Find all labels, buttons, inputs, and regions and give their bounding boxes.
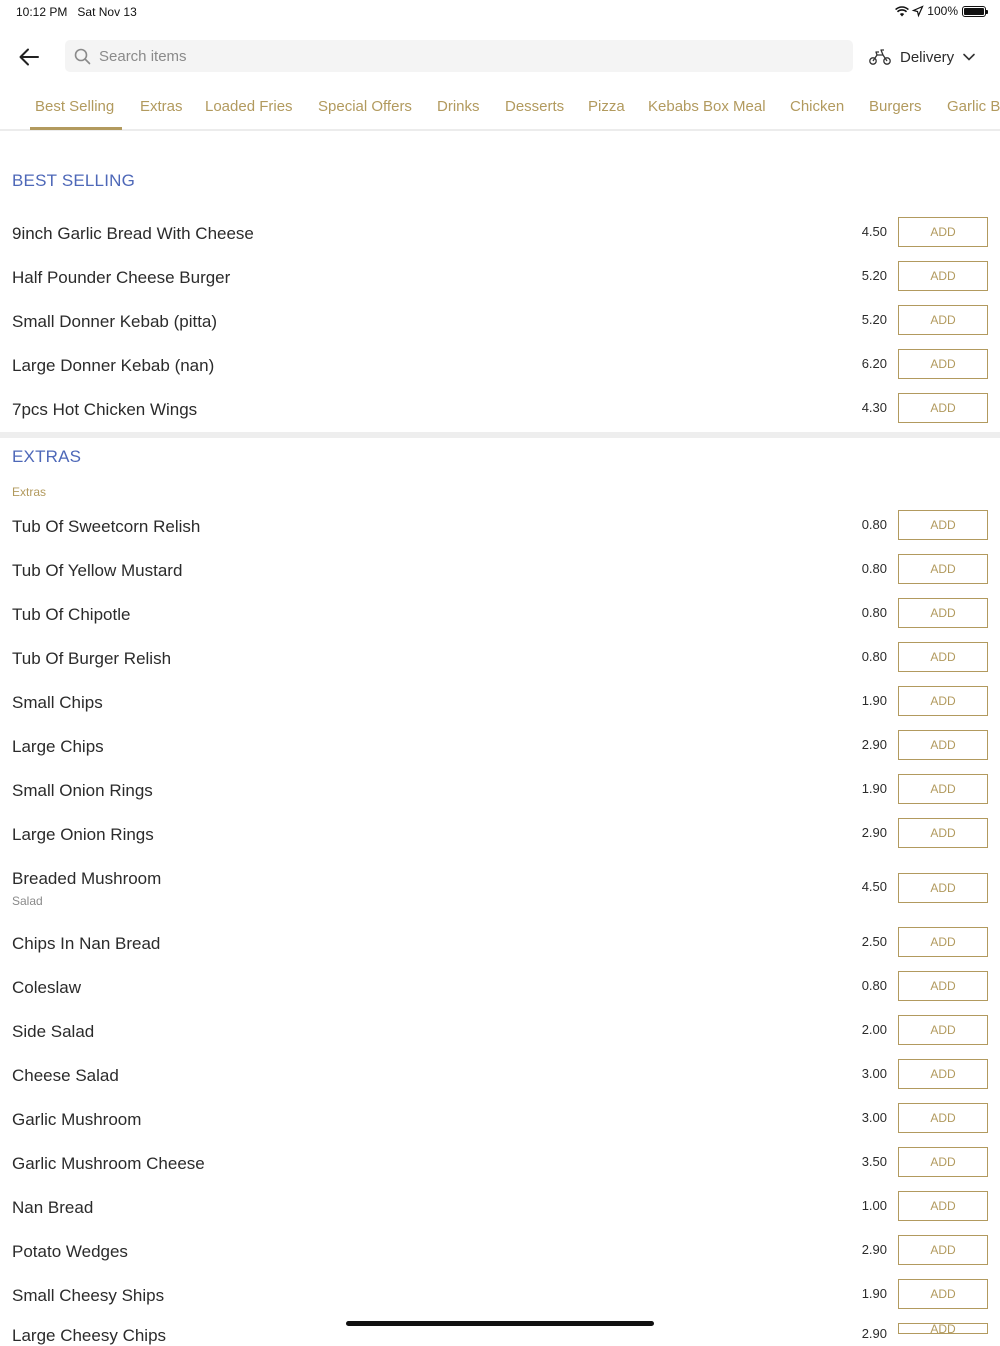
menu-item-price: 5.20 xyxy=(861,268,887,283)
menu-item-price: 3.00 xyxy=(861,1066,887,1081)
add-button[interactable]: ADD xyxy=(898,1191,988,1221)
add-button[interactable]: ADD xyxy=(898,1235,988,1265)
search-icon xyxy=(65,48,99,65)
menu-item-price: 0.80 xyxy=(861,649,887,664)
section-subtitle: Extras xyxy=(12,485,47,499)
section-title-best-selling: BEST SELLING xyxy=(12,171,136,190)
add-button[interactable]: ADD xyxy=(898,818,988,848)
menu-item-price: 4.50 xyxy=(861,224,887,239)
battery-icon xyxy=(962,6,986,17)
tab-drinks[interactable]: Drinks xyxy=(437,98,480,115)
add-button[interactable]: ADD xyxy=(898,971,988,1001)
add-button[interactable]: ADD xyxy=(898,686,988,716)
tab-kebabs-box-meal[interactable]: Kebabs Box Meal xyxy=(648,98,766,115)
menu-item-name: Large Onion Rings xyxy=(12,825,154,844)
tab-pizza[interactable]: Pizza xyxy=(588,98,625,115)
add-button[interactable]: ADD xyxy=(898,774,988,804)
add-button[interactable]: ADD xyxy=(898,261,988,291)
add-button[interactable]: ADD xyxy=(898,554,988,584)
add-button[interactable]: ADD xyxy=(898,1279,988,1309)
menu-item-name: Small Donner Kebab (pitta) xyxy=(12,312,218,331)
home-indicator xyxy=(346,1321,654,1326)
menu-item-name: Potato Wedges xyxy=(12,1242,128,1261)
add-button[interactable]: ADD xyxy=(898,510,988,540)
menu-item-name: Tub Of Burger Relish xyxy=(12,649,172,668)
menu-item-price: 1.00 xyxy=(861,1198,887,1213)
menu-item-name: Side Salad xyxy=(12,1022,95,1041)
menu-item-price: 3.50 xyxy=(861,1154,887,1169)
menu-item-price: 2.90 xyxy=(861,1326,887,1341)
menu-item-price: 4.30 xyxy=(861,400,887,415)
menu-item-name: Tub Of Yellow Mustard xyxy=(12,561,183,580)
menu-item-name: Tub Of Chipotle xyxy=(12,605,131,624)
add-button[interactable]: ADD xyxy=(898,349,988,379)
add-button[interactable]: ADD xyxy=(898,1103,988,1133)
add-button[interactable]: ADD xyxy=(898,598,988,628)
tab-burgers[interactable]: Burgers xyxy=(869,98,922,115)
status-time: 10:12 PM Sat Nov 13 xyxy=(16,5,137,19)
menu-item-name: Chips In Nan Bread xyxy=(12,934,161,953)
section-title-extras: EXTRAS xyxy=(12,447,82,466)
delivery-selector[interactable] xyxy=(868,42,976,72)
menu-item-name: Large Cheesy Chips xyxy=(12,1326,167,1345)
tab-desserts[interactable]: Desserts xyxy=(505,98,565,115)
menu-item-price: 1.90 xyxy=(861,1286,887,1301)
add-button[interactable]: ADD xyxy=(898,927,988,957)
menu-item-price: 4.50 xyxy=(861,879,887,894)
menu-item-name: Nan Bread xyxy=(12,1198,94,1217)
menu-item-name: Garlic Mushroom Cheese xyxy=(12,1154,205,1173)
menu-item-name: Half Pounder Cheese Burger xyxy=(12,268,231,287)
menu-item-name: Large Chips xyxy=(12,737,104,756)
add-button[interactable]: ADD xyxy=(898,642,988,672)
menu-item-price: 0.80 xyxy=(861,517,887,532)
menu-item-price: 5.20 xyxy=(861,312,887,327)
top-bar xyxy=(0,38,1000,74)
menu-item-name: Coleslaw xyxy=(12,978,81,997)
add-button[interactable]: ADD xyxy=(898,1015,988,1045)
menu-item-price: 0.80 xyxy=(861,605,887,620)
menu-item-name: Tub Of Sweetcorn Relish xyxy=(12,517,201,536)
menu-item-price: 2.90 xyxy=(861,1242,887,1257)
menu-item-name: Small Onion Rings xyxy=(12,781,153,800)
add-button[interactable]: ADD xyxy=(898,730,988,760)
add-button[interactable]: ADD xyxy=(898,1147,988,1177)
menu-item-price: 2.00 xyxy=(861,1022,887,1037)
tab-special-offers[interactable]: Special Offers xyxy=(318,98,412,115)
arrow-left-icon xyxy=(19,48,39,66)
delivery-label: Delivery xyxy=(900,48,955,66)
menu-item-name: Cheese Salad xyxy=(12,1066,119,1085)
menu-item-price: 1.90 xyxy=(861,781,887,796)
add-button[interactable]: ADD xyxy=(898,1059,988,1089)
add-button[interactable]: ADD xyxy=(898,305,988,335)
menu-item-price: 1.90 xyxy=(861,693,887,708)
tab-garlic-bread[interactable]: Garlic B xyxy=(947,98,1000,115)
search-bar[interactable] xyxy=(65,40,853,72)
menu-item-price: 2.90 xyxy=(861,825,887,840)
category-tabs xyxy=(0,88,1000,131)
menu-item-name: Small Cheesy Ships xyxy=(12,1286,165,1305)
menu-item-price: 0.80 xyxy=(861,978,887,993)
menu-item-price: 2.90 xyxy=(861,737,887,752)
search-input[interactable] xyxy=(99,48,799,65)
back-button[interactable] xyxy=(14,42,44,72)
battery-percent: 100% xyxy=(927,4,958,18)
add-button[interactable]: ADD xyxy=(898,217,988,247)
chevron-down-icon xyxy=(962,52,976,62)
menu-item-name: 9inch Garlic Bread With Cheese xyxy=(12,224,254,243)
menu-item-price: 6.20 xyxy=(861,356,887,371)
menu-item-name: 7pcs Hot Chicken Wings xyxy=(12,400,198,419)
menu-item-name: Small Chips xyxy=(12,693,103,712)
active-tab-indicator xyxy=(30,127,122,130)
location-arrow-icon xyxy=(913,6,923,16)
menu-item-description: Salad xyxy=(12,894,43,908)
scooter-icon xyxy=(868,48,892,66)
menu-item-price: 0.80 xyxy=(861,561,887,576)
add-button[interactable]: ADD xyxy=(898,393,988,423)
tab-extras[interactable]: Extras xyxy=(140,98,183,115)
tab-best-selling[interactable]: Best Selling xyxy=(35,98,115,115)
add-button[interactable]: ADD xyxy=(898,873,988,903)
menu-item-price: 3.00 xyxy=(861,1110,887,1125)
menu-item-price: 2.50 xyxy=(861,934,887,949)
menu-item-name: Garlic Mushroom xyxy=(12,1110,142,1129)
tab-loaded-fries[interactable]: Loaded Fries xyxy=(205,98,293,115)
wifi-icon xyxy=(895,6,909,17)
status-indicators xyxy=(895,4,986,18)
tab-chicken[interactable]: Chicken xyxy=(790,98,845,115)
menu-item-name: Breaded Mushroom xyxy=(12,869,162,888)
add-button[interactable]: ADD xyxy=(898,1323,988,1334)
section-divider xyxy=(0,432,1000,438)
menu-item-name: Large Donner Kebab (nan) xyxy=(12,356,215,375)
status-bar xyxy=(0,0,1000,24)
